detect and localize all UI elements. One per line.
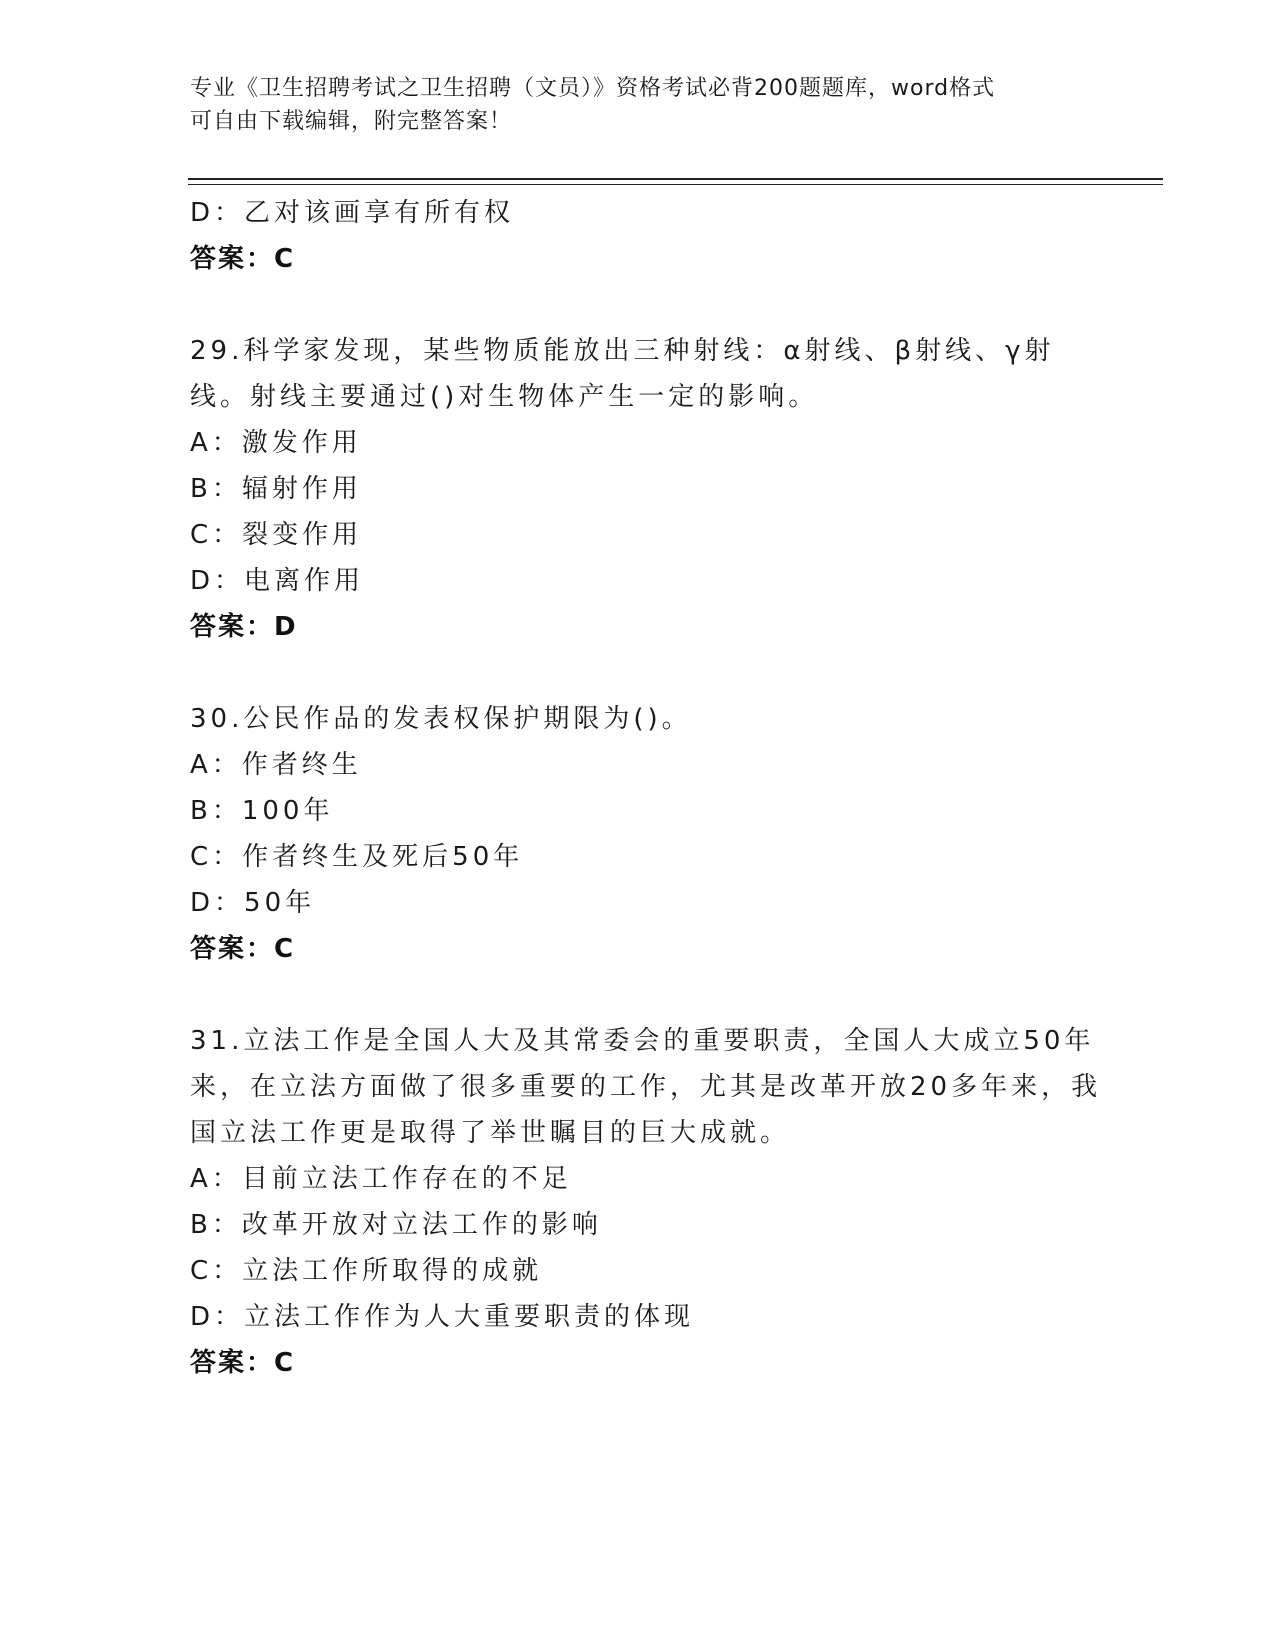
option-c: C：立法工作所取得的成就 — [190, 1256, 543, 1286]
option-c: C：裂变作用 — [190, 520, 363, 550]
option-a: A：激发作用 — [190, 428, 362, 458]
answer-line: 答案：C — [190, 244, 296, 274]
option-b: B：100年 — [190, 796, 334, 826]
question-text-line: 30.公民作品的发表权保护期限为()。 — [190, 704, 692, 734]
question-text-line: 国立法工作更是取得了举世瞩目的巨大成就。 — [190, 1118, 791, 1148]
spacer — [190, 282, 1090, 328]
option-b: B：辐射作用 — [190, 474, 362, 504]
header-divider-thick — [188, 178, 1163, 180]
question-28-tail — [190, 190, 1090, 282]
spacer — [190, 972, 1090, 1018]
option-d: D：乙对该画享有所有权 — [190, 198, 515, 228]
option-d: D：立法工作作为人大重要职责的体现 — [190, 1302, 695, 1332]
question-31 — [190, 1018, 1102, 1386]
answer-line: 答案：C — [190, 934, 296, 964]
header-divider-thin — [188, 184, 1163, 185]
question-text-line: 来，在立法方面做了很多重要的工作，尤其是改革开放20多年来，我 — [190, 1072, 1102, 1102]
option-d: D：50年 — [190, 888, 316, 918]
question-text-line: 29.科学家发现，某些物质能放出三种射线：α射线、β射线、γ射 — [190, 336, 1055, 366]
question-29 — [190, 328, 1090, 650]
header-line-2: 可自由下载编辑，附完整答案！ — [190, 109, 513, 134]
option-a: A：作者终生 — [190, 750, 362, 780]
option-b: B：改革开放对立法工作的影响 — [190, 1210, 602, 1240]
document-header — [190, 72, 1090, 138]
question-list — [190, 190, 1102, 1386]
spacer — [190, 650, 1090, 696]
header-line-1: 专业《卫生招聘考试之卫生招聘（文员）》资格考试必背200题题库，word格式 — [190, 76, 996, 101]
answer-line: 答案：D — [190, 612, 298, 642]
answer-line: 答案：C — [190, 1348, 296, 1378]
option-a: A：目前立法工作存在的不足 — [190, 1164, 572, 1194]
question-text-line: 线。射线主要通过()对生物体产生一定的影响。 — [190, 382, 819, 412]
option-d: D：电离作用 — [190, 566, 365, 596]
question-30 — [190, 696, 1090, 972]
option-c: C：作者终生及死后50年 — [190, 842, 524, 872]
question-text-line: 31.立法工作是全国人大及其常委会的重要职责，全国人大成立50年 — [190, 1026, 1095, 1056]
